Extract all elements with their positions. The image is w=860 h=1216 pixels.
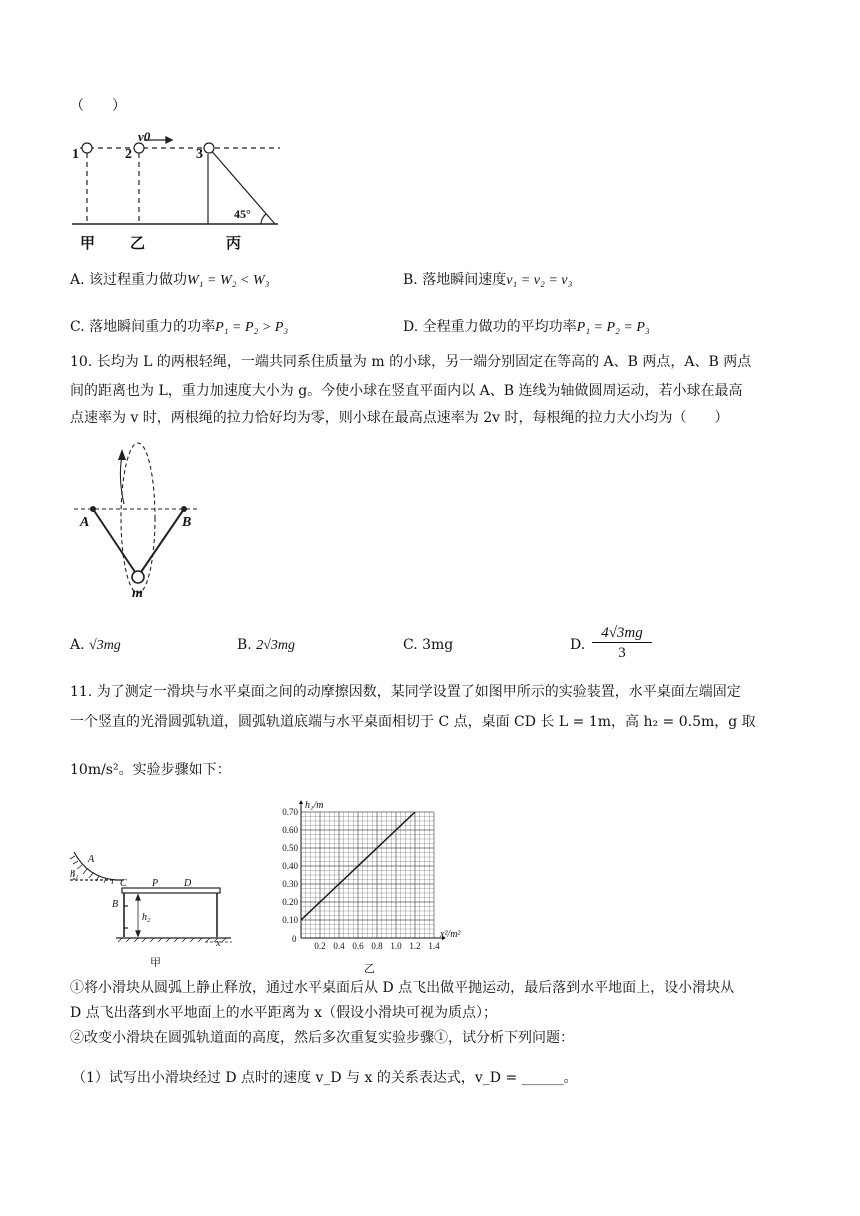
ground-label-yi: 乙	[130, 236, 146, 252]
q11-line-3: 10m/s²。实验步骤如下：	[70, 762, 231, 778]
rope-b	[141, 509, 184, 572]
q11-line-2: 一个竖直的光滑圆弧轨道，圆弧轨道底端与水平桌面相切于 C 点，桌面 CD 长 L = 1m，高 h₂ = 0.5m，g 取	[70, 714, 756, 730]
ball-2	[134, 143, 144, 153]
caption-jia: 甲	[150, 957, 161, 969]
q11-line-1: 11. 为了测定一滑块与水平桌面之间的动摩擦因数，某同学设置了如图甲所示的实验装置，水平桌面左端固定	[70, 684, 741, 700]
q9-pos-3: 3	[196, 147, 203, 162]
ground-label-bing: 丙	[226, 236, 242, 252]
q10-option-b: B. 2√3mg	[237, 637, 295, 653]
y-tick-label: 0.10	[282, 915, 298, 925]
arc-track	[74, 852, 124, 880]
label-45deg: 45°	[234, 207, 251, 221]
label-b: B	[112, 899, 119, 910]
chart-caption: 乙	[364, 963, 375, 974]
y-axis-arrow	[299, 800, 303, 804]
q9-option-c: C. 落地瞬间重力的功率P₁ = P₂ > P₃	[70, 319, 289, 335]
q10-line-1: 10. 长均为 L 的两根轻绳，一端共同系住质量为 m 的小球，另一端分别固定在等高的 A、B 两点，A、B 两点	[70, 354, 752, 370]
y-tick-label: 0.20	[282, 897, 298, 907]
ball-1	[82, 143, 92, 153]
chart-ticks	[282, 807, 440, 951]
x-tick-label: 1.4	[428, 941, 440, 951]
ball-3	[204, 143, 214, 153]
q9-pos-1: 1	[72, 147, 79, 162]
q11-figure-jia	[66, 850, 236, 972]
label-v0: v0	[138, 129, 151, 144]
y-tick-label: 0.40	[282, 861, 298, 871]
label-a: A	[80, 515, 90, 530]
q9-pos-2: 2	[125, 147, 132, 162]
ball-m	[132, 571, 144, 583]
q11-chart-yi	[268, 798, 468, 974]
q11-step-2: ②改变小滑块在圆弧轨道面的高度，然后多次重复实验步骤①，试分析下列问题：	[70, 1030, 574, 1046]
x-tick-label: 0.4	[333, 941, 345, 951]
label-d: D	[184, 878, 192, 889]
y-tick-label: 0.60	[282, 825, 298, 835]
y-tick-label: 0.30	[282, 879, 298, 889]
q11-step-1b: D 点飞出落到水平地面上的水平距离为 x（假设小滑块可视为质点）；	[70, 1005, 498, 1021]
ground-label-jia: 甲	[80, 236, 96, 252]
label-m: m	[132, 586, 143, 598]
rope-a	[93, 509, 135, 572]
q10-option-c: C. 3mg	[403, 637, 454, 653]
x-tick-label: 0.2	[314, 941, 326, 951]
x-tick-label: 1.0	[390, 941, 402, 951]
label-a: A	[88, 854, 95, 865]
x-tick-label: 1.2	[409, 941, 421, 951]
q10-option-d: D.	[570, 637, 586, 653]
q9-figure	[68, 128, 288, 256]
q9-option-a: A. 该过程重力做功W₁ = W₂ < W₃	[70, 272, 270, 288]
label-p: P	[152, 878, 159, 889]
q9-bracket: （ ）	[70, 98, 126, 114]
x-tick-label: 0.8	[371, 941, 383, 951]
label-h2: h₂	[142, 912, 151, 923]
q10-option-d-fraction: 4√3mg 3	[592, 624, 652, 663]
q11-sub-1: （1）试写出小滑块经过 D 点时的速度 v_D 与 x 的关系表达式，v_D = ______。	[72, 1070, 578, 1086]
q10-option-a: A. √3mg	[70, 637, 121, 653]
q10-line-2: 间的距离也为 L，重力加速度大小为 g。今使小球在竖直平面内以 A、B 连线为轴做圆周运动，若小球在最高	[70, 383, 743, 399]
table-top	[122, 888, 220, 893]
q11-step-1a: ①将小滑块从圆弧上静止释放，通过水平桌面后从 D 点飞出做平抛运动，最后落到水平地面上，设小滑块从	[70, 980, 735, 996]
label-b: B	[182, 515, 192, 530]
label-c: C	[120, 878, 127, 889]
q9-option-d: D. 全程重力做功的平均功率P₁ = P₂ = P₃	[403, 319, 650, 335]
q10-figure	[72, 438, 212, 598]
y-tick-label: 0.50	[282, 843, 298, 853]
label-h1: h₁	[70, 869, 79, 880]
x-tick-label: 0.6	[352, 941, 364, 951]
q9-option-b: B. 落地瞬间速度v₁ = v₂ = v₃	[403, 272, 573, 288]
chart-xlabel: x²/m²	[440, 929, 461, 940]
label-x: x	[216, 938, 221, 949]
q10-line-3: 点速率为 v 时，两根绳的拉力恰好均为零，则小球在最高点速率为 2v 时，每根绳的拉力大小均为（ ）	[70, 410, 729, 426]
chart-grid	[301, 812, 434, 938]
chart-ylabel: h₁/m	[305, 800, 324, 811]
y-tick-label: 0.70	[282, 807, 298, 817]
origin-label: 0	[292, 934, 297, 944]
